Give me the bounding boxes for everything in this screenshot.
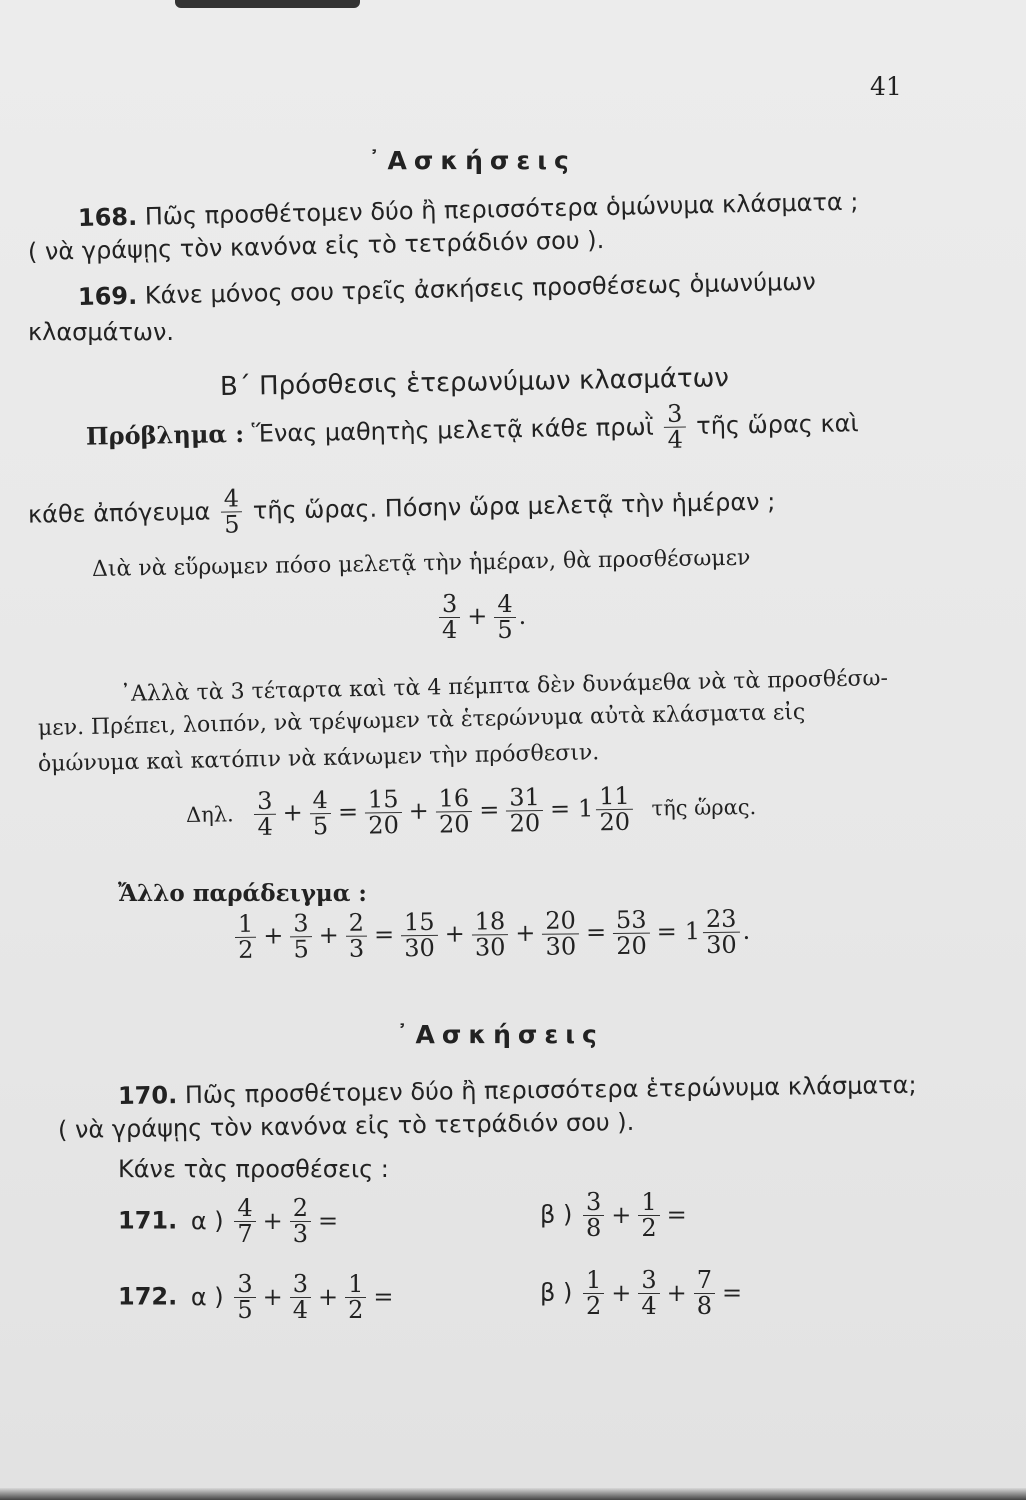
exercises-heading-2: ᾿Ασκήσεις bbox=[396, 1020, 604, 1049]
numerator: 3 bbox=[237, 1270, 253, 1298]
equals-sign: = bbox=[666, 1200, 687, 1229]
problem-line-2 bbox=[28, 477, 776, 541]
equation-tail: τῆς ὥρας. bbox=[651, 795, 757, 821]
fraction bbox=[694, 1268, 715, 1319]
whole-number: 1 bbox=[684, 917, 701, 946]
numerator: 1 bbox=[348, 1270, 364, 1298]
denominator: 20 bbox=[506, 810, 543, 837]
plus-sign: + bbox=[408, 796, 429, 826]
numerator: 7 bbox=[696, 1266, 713, 1294]
other-example-label: Ἄλλο παράδειγμα : bbox=[118, 880, 367, 907]
fraction bbox=[365, 787, 402, 839]
plus-sign: + bbox=[515, 919, 536, 948]
denominator: 20 bbox=[365, 812, 402, 839]
fraction bbox=[290, 1272, 311, 1323]
numerator: 1 bbox=[237, 909, 254, 938]
fraction bbox=[494, 592, 515, 643]
denominator: 5 bbox=[310, 813, 332, 839]
exercise-170 bbox=[118, 1071, 917, 1110]
exercises-heading-1: ᾿Ασκήσεις bbox=[368, 146, 576, 175]
fraction bbox=[290, 1196, 311, 1247]
paragraph-2-line-3: ὁμώνυμα καὶ κατόπιν νὰ κάνωμεν τὴν πρόσθεσιν. bbox=[37, 740, 600, 777]
exercise-text: Πῶς προσθέτομεν δύο ἢ περισσότερα ἑτερώνυμα κλάσματα; bbox=[184, 1070, 917, 1110]
plus-sign: + bbox=[263, 921, 284, 950]
exercise-170-instruction: Κάνε τὰς προσθέσεις : bbox=[118, 1155, 389, 1183]
fraction bbox=[613, 905, 650, 961]
denominator: 4 bbox=[439, 617, 460, 643]
exercise-168-continued: ( νὰ γράψῃς τὸν κανόνα εἰς τὸ τετράδιόν σου ). bbox=[27, 225, 605, 266]
denominator: 4 bbox=[254, 814, 276, 840]
exercise-number: 172. bbox=[118, 1282, 178, 1311]
equals-sign: = bbox=[373, 1282, 394, 1311]
plus-sign: + bbox=[611, 1200, 632, 1229]
fraction bbox=[542, 908, 579, 960]
exercise-172-a bbox=[118, 1272, 397, 1323]
denominator: 5 bbox=[221, 511, 243, 538]
whole-number: 1 bbox=[577, 794, 594, 823]
numerator: 1 bbox=[641, 1188, 657, 1216]
denominator: 8 bbox=[583, 1215, 604, 1241]
equals-sign: = bbox=[317, 1206, 339, 1235]
equals-sign: = bbox=[722, 1278, 743, 1307]
paragraph-1: Διὰ νὰ εὕρωμεν πόσο μελετᾷ τὴν ἡμέραν, θὰ προσθέσωμεν bbox=[91, 545, 751, 582]
fraction bbox=[435, 786, 472, 838]
numerator: 3 bbox=[585, 1188, 602, 1216]
denominator: 2 bbox=[235, 937, 257, 963]
part-a-label: α ) bbox=[190, 1282, 224, 1311]
equals-sign: = bbox=[656, 917, 677, 946]
numerator: 53 bbox=[615, 905, 647, 934]
scan-edge-top bbox=[175, 0, 360, 8]
numerator: 3 bbox=[442, 590, 458, 618]
fraction bbox=[439, 592, 460, 643]
numerator: 15 bbox=[403, 907, 435, 937]
part-a-label: α ) bbox=[190, 1206, 224, 1235]
plus-sign: + bbox=[318, 921, 339, 950]
exercise-169-continued: κλασμάτων. bbox=[28, 318, 175, 346]
denominator: 2 bbox=[345, 1297, 366, 1323]
numerator: 18 bbox=[474, 907, 506, 936]
exercise-172-b bbox=[540, 1268, 746, 1319]
exercise-169 bbox=[78, 268, 816, 311]
plus-sign: + bbox=[666, 1278, 687, 1307]
exercise-text: Πῶς προσθέτομεν δύο ἢ περισσότερα ὁμώνυμα κλάσματα ; bbox=[144, 187, 859, 231]
period: . bbox=[518, 602, 527, 631]
exercise-text: Κάνε μόνος σου τρεῖς ἀσκήσεις προσθέσεως ὁμωνύμων bbox=[144, 267, 816, 310]
numerator: 16 bbox=[438, 784, 470, 813]
denominator: 5 bbox=[494, 617, 515, 643]
scan-edge-bottom bbox=[0, 1488, 1026, 1500]
equals-sign: = bbox=[337, 797, 359, 827]
fraction bbox=[234, 1196, 255, 1247]
exercise-168 bbox=[78, 188, 859, 232]
fraction bbox=[235, 909, 257, 965]
period: . bbox=[742, 916, 751, 945]
denominator: 8 bbox=[694, 1293, 715, 1319]
exercise-171-a bbox=[118, 1196, 342, 1247]
fraction bbox=[345, 1272, 366, 1323]
plus-sign: + bbox=[262, 1206, 283, 1235]
denominator: 2 bbox=[583, 1293, 604, 1319]
numerator: 3 bbox=[641, 1266, 657, 1294]
fraction bbox=[596, 781, 633, 837]
equation-label: Δηλ. bbox=[185, 802, 234, 828]
denominator: 5 bbox=[234, 1297, 255, 1323]
fraction bbox=[703, 904, 740, 960]
denominator: 4 bbox=[638, 1293, 659, 1319]
problem-text-4: τῆς ὥρας. Πόσην ὥρα μελετᾷ τὴν ἡμέραν ; bbox=[252, 487, 776, 525]
plus-sign: + bbox=[262, 1282, 283, 1311]
numerator: 1 bbox=[585, 1266, 602, 1294]
numerator: 23 bbox=[705, 904, 737, 934]
problem-text-1: Ἕνας μαθητὴς μελετᾷ κάθε πρωῒ bbox=[251, 412, 654, 448]
equation-3 bbox=[232, 904, 751, 965]
fraction-4-5 bbox=[221, 486, 243, 538]
paragraph-2-line-2: μεν. Πρέπει, λοιπόν, νὰ τρέψωμεν τὰ ἑτερώνυμα αὐτὰ κλάσματα εἰς bbox=[37, 699, 806, 741]
denominator: 3 bbox=[346, 936, 368, 962]
numerator: 4 bbox=[312, 786, 329, 815]
denominator: 30 bbox=[401, 935, 438, 962]
equals-sign: = bbox=[479, 795, 500, 825]
equation-2 bbox=[186, 782, 757, 841]
plus-sign: + bbox=[282, 798, 303, 827]
fraction bbox=[234, 1272, 255, 1323]
numerator: 15 bbox=[367, 785, 399, 814]
part-b-label: β ) bbox=[540, 1200, 573, 1229]
denominator: 20 bbox=[613, 933, 650, 960]
fraction bbox=[472, 909, 509, 961]
fraction bbox=[638, 1190, 659, 1241]
fraction bbox=[506, 785, 543, 837]
numerator: 4 bbox=[497, 590, 513, 618]
numerator: 2 bbox=[292, 1194, 308, 1222]
fraction bbox=[290, 911, 312, 963]
fraction bbox=[254, 786, 276, 842]
numerator: 3 bbox=[256, 786, 273, 816]
exercise-170-continued: ( νὰ γράψῃς τὸν κανόνα εἰς τὸ τετράδιόν σου ). bbox=[57, 1107, 635, 1144]
equals-sign: = bbox=[549, 794, 571, 824]
fraction bbox=[638, 1268, 659, 1319]
numerator: 2 bbox=[348, 908, 365, 937]
denominator: 2 bbox=[638, 1215, 659, 1241]
denominator: 30 bbox=[542, 934, 579, 961]
exercise-number: 169. bbox=[77, 281, 138, 311]
paragraph-2-line-1: ᾿Αλλὰ τὰ 3 τέταρτα καὶ τὰ 4 πέμπτα δὲν δυνάμεθα νὰ τὰ προσθέσω- bbox=[119, 665, 889, 707]
fraction bbox=[583, 1268, 604, 1319]
denominator: 20 bbox=[436, 811, 473, 838]
fraction bbox=[401, 907, 438, 963]
fraction bbox=[346, 908, 368, 963]
numerator: 31 bbox=[509, 783, 540, 812]
problem-text-3: κάθε ἀπόγευμα bbox=[27, 497, 211, 529]
numerator: 3 bbox=[293, 909, 309, 938]
numerator: 3 bbox=[666, 399, 683, 428]
denominator: 30 bbox=[703, 932, 740, 959]
part-b-label: β ) bbox=[540, 1278, 573, 1307]
exercise-number: 170. bbox=[117, 1081, 178, 1110]
plus-sign: + bbox=[444, 919, 465, 948]
fraction bbox=[309, 788, 331, 840]
page-number: 41 bbox=[870, 72, 902, 101]
numerator: 3 bbox=[292, 1270, 308, 1298]
exercise-number: 168. bbox=[77, 202, 138, 232]
exercise-171-b bbox=[540, 1190, 691, 1241]
plus-sign: + bbox=[317, 1282, 339, 1311]
numerator: 4 bbox=[223, 484, 240, 513]
denominator: 4 bbox=[664, 427, 686, 454]
equals-sign: = bbox=[585, 918, 607, 947]
denominator: 30 bbox=[472, 934, 509, 961]
problem-label: Πρόβλημα : bbox=[85, 418, 245, 451]
problem-text-2: τῆς ὥρας καὶ bbox=[696, 409, 859, 441]
denominator: 4 bbox=[290, 1297, 311, 1323]
denominator: 3 bbox=[290, 1221, 311, 1247]
denominator: 7 bbox=[234, 1221, 255, 1247]
equation-1 bbox=[436, 592, 526, 643]
numerator: 20 bbox=[545, 906, 577, 935]
equals-sign: = bbox=[373, 920, 395, 949]
numerator: 11 bbox=[598, 781, 630, 811]
numerator: 4 bbox=[237, 1194, 253, 1222]
exercise-number: 171. bbox=[118, 1206, 178, 1235]
denominator: 20 bbox=[596, 809, 633, 836]
plus-sign: + bbox=[611, 1278, 632, 1307]
fraction bbox=[583, 1190, 604, 1241]
section-title: Β΄ Πρόσθεσις ἑτερωνύμων κλασμάτων bbox=[219, 363, 730, 402]
denominator: 5 bbox=[290, 936, 312, 962]
plus-sign: + bbox=[467, 602, 488, 631]
fraction-3-4 bbox=[664, 399, 686, 455]
problem-line-1 bbox=[86, 399, 859, 464]
